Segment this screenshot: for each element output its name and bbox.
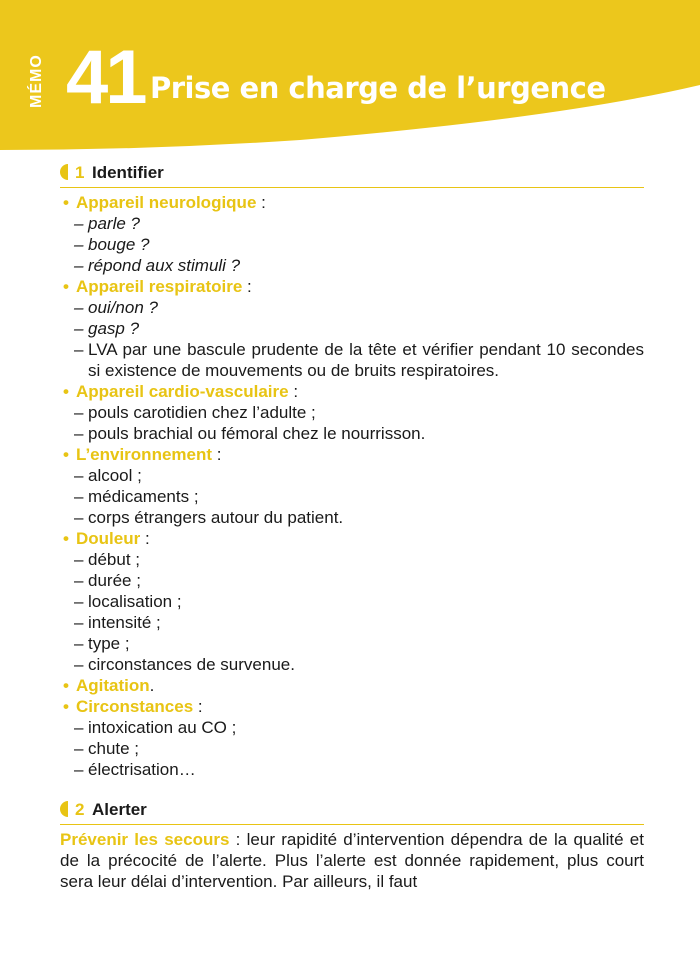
list-item: – électrisation…: [74, 760, 196, 779]
page-title: Prise en charge de l’urgence: [150, 71, 606, 105]
list-item: – durée ;: [74, 571, 141, 590]
alerter-paragraph: [60, 829, 644, 892]
section-alerter-heading: [60, 797, 644, 825]
memo-number: 41: [66, 35, 145, 120]
category-agitation: • Agitation.: [63, 676, 155, 695]
list-item: – début ;: [74, 550, 140, 569]
list-item: – oui/non ?: [74, 298, 158, 317]
category-label: L’environnement: [76, 445, 213, 464]
list-item: – pouls brachial ou fémoral chez le nourrisson.: [74, 424, 426, 443]
category-circonstances: • Circonstances :: [63, 697, 203, 716]
bullet-icon: •: [63, 277, 69, 296]
list-item: – gasp ?: [74, 319, 140, 338]
list-item: – localisation ;: [74, 592, 182, 611]
list-item: – circonstances de survenue.: [74, 655, 295, 674]
list-item: – intensité ;: [74, 613, 161, 632]
section-marker-icon: [60, 164, 68, 180]
list-item: – parle ?: [74, 214, 140, 233]
bullet-icon: •: [63, 529, 69, 548]
list-item: – intoxication au CO ;: [74, 718, 237, 737]
bullet-icon: •: [63, 697, 69, 716]
section-number: 1: [75, 163, 85, 182]
main-content: [60, 160, 644, 892]
list-item: – chute ;: [74, 739, 140, 758]
section-identifier-heading: [60, 160, 644, 188]
bullet-icon: •: [63, 193, 69, 212]
list-item: – médicaments ;: [74, 487, 199, 506]
category-label: Appareil respiratoire: [76, 277, 243, 296]
category-label: Circonstances: [76, 697, 194, 716]
list-item: – bouge ?: [74, 235, 150, 254]
list-item: – type ;: [74, 634, 130, 653]
list-item: – pouls carotidien chez l’adulte ;: [74, 403, 316, 422]
category-environnement: • L’environnement :: [63, 445, 222, 464]
paragraph-lead: Prévenir les secours: [60, 830, 230, 849]
category-label: Agitation: [76, 676, 150, 695]
section-title: Alerter: [92, 800, 147, 819]
list-item: – LVA par une bascule prudente de la tête et vérifier pendant 10 secondes si existence de mouvements ou de bruits respiratoires.: [74, 340, 644, 380]
section-number: 2: [75, 800, 85, 819]
bullet-icon: •: [63, 382, 69, 401]
category-douleur: • Douleur :: [63, 529, 150, 548]
category-label: Appareil neurologique: [76, 193, 257, 212]
list-item: – corps étrangers autour du patient.: [74, 508, 344, 527]
category-respiratoire: • Appareil respiratoire :: [63, 277, 252, 296]
paragraph-text: : leur rapidité d’intervention dépendra de la qualité et de la précocité de l’alerte. Plus l’alerte est donnée rapidement, plus court sera leur délai d’intervention. Par ailleurs, il faut: [60, 830, 644, 891]
category-neurologique: • Appareil neurologique :: [63, 193, 266, 212]
header-banner: [0, 0, 700, 150]
section-title: Identifier: [92, 163, 164, 182]
section-marker-icon: [60, 801, 68, 817]
list-item: – répond aux stimuli ?: [74, 256, 241, 275]
bullet-icon: •: [63, 445, 69, 464]
category-cardio-vasculaire: • Appareil cardio-vasculaire :: [63, 382, 299, 401]
list-item: – alcool ;: [74, 466, 142, 485]
memo-label: MÉMO: [28, 54, 45, 108]
bullet-icon: •: [63, 676, 69, 695]
category-label: Douleur: [76, 529, 141, 548]
category-label: Appareil cardio-vasculaire: [76, 382, 289, 401]
